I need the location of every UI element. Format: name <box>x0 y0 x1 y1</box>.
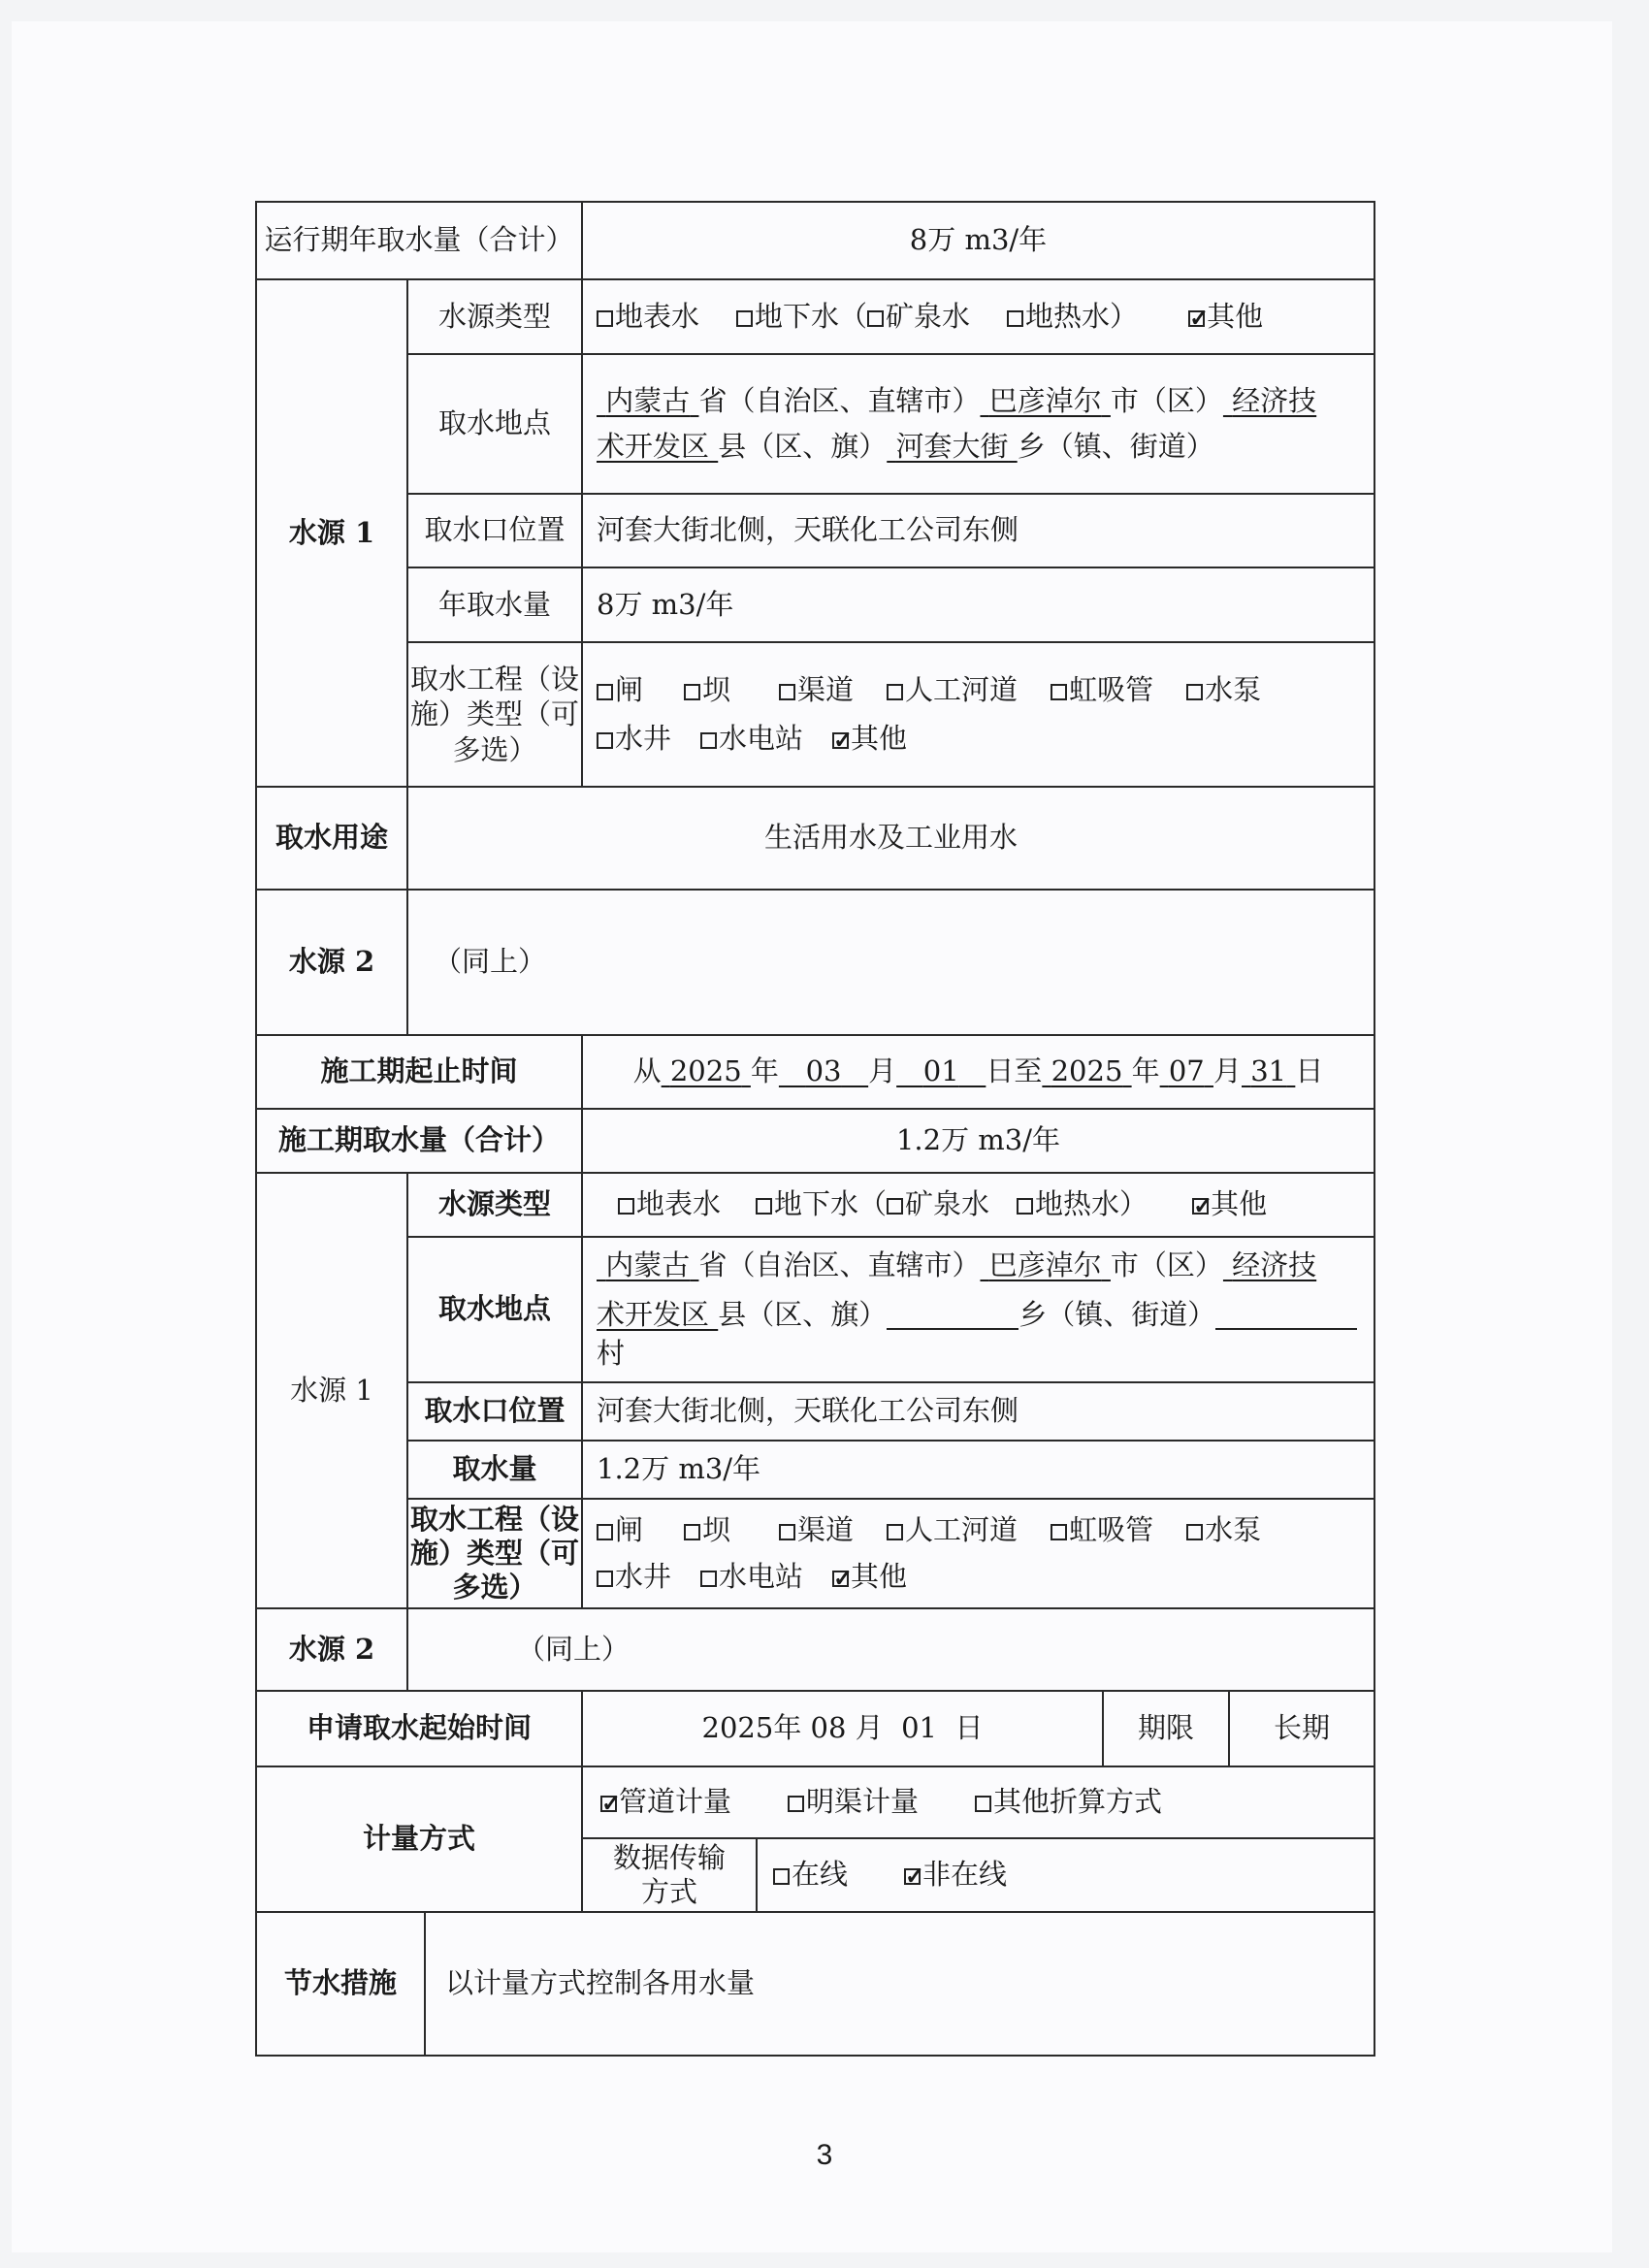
metering-methods-row <box>600 1783 1162 1821</box>
op-source1-label: 水源 1 <box>255 278 408 788</box>
checkbox-icon[interactable] <box>1051 1524 1067 1540</box>
checkbox-icon[interactable] <box>975 1796 991 1812</box>
apply-start-label: 申请取水起始时间 <box>255 1690 583 1767</box>
cons-location-value <box>581 1236 1375 1383</box>
checkbox-icon[interactable] <box>597 1524 613 1540</box>
op-loc-city: 巴彦淖尔 <box>988 383 1102 417</box>
cons-type-geothermal[interactable]: 地热水） <box>1017 1185 1148 1223</box>
op-eng-row1 <box>597 671 1261 709</box>
cons-eng-row1 <box>597 1511 1261 1549</box>
op-use-label: 取水用途 <box>255 786 408 891</box>
op-eng-artificial-river[interactable]: 人工河道 <box>887 671 1018 709</box>
checkbox-icon[interactable] <box>779 1524 795 1540</box>
checkbox-icon[interactable] <box>1186 1524 1203 1540</box>
checkbox-icon[interactable] <box>684 684 700 700</box>
apply-start-value: 2025年 08 月 01 日 <box>581 1690 1104 1767</box>
metering-transfer-options <box>756 1837 1375 1913</box>
checkbox-icon[interactable] <box>597 684 613 700</box>
checkbox-icon[interactable] <box>887 684 903 700</box>
op-type-geothermal[interactable]: 地热水） <box>1007 298 1138 336</box>
op-location-value <box>581 353 1375 495</box>
cons-location-label: 取水地点 <box>406 1236 583 1383</box>
checkbox-icon[interactable] <box>597 310 613 327</box>
checkbox-checked-icon[interactable] <box>1188 310 1205 327</box>
cons-source-type-options <box>581 1172 1375 1238</box>
cons-engineering-options <box>581 1498 1375 1609</box>
cons-source2-value: （同上） <box>406 1607 1375 1692</box>
cons-eng-artificial-river[interactable]: 人工河道 <box>887 1511 1018 1549</box>
cons-loc-county-2: 术开发区 <box>597 1298 710 1332</box>
cons-eng-canal[interactable]: 渠道 <box>779 1511 854 1549</box>
op-total-value: 8万 m3/年 <box>581 201 1375 280</box>
metering-transfer-row <box>773 1856 1007 1894</box>
op-eng-canal[interactable]: 渠道 <box>779 671 854 709</box>
cons-outlet-value: 河套大街北侧，天联化工公司东侧 <box>581 1381 1375 1442</box>
cons-eng-dam[interactable]: 坝 <box>684 1511 730 1549</box>
page-number: 3 <box>816 2139 833 2171</box>
op-loc-county-1: 经济技 <box>1232 383 1317 417</box>
cons-period-label: 施工期起止时间 <box>255 1034 583 1110</box>
metering-label: 计量方式 <box>255 1766 583 1913</box>
cons-type-surface[interactable]: 地表水 <box>618 1185 721 1223</box>
op-loc-county-2: 术开发区 <box>597 430 710 463</box>
checkbox-checked-icon[interactable] <box>1192 1198 1209 1215</box>
op-eng-other[interactable]: ✓ 其他 <box>832 720 907 758</box>
saving-value: 以计量方式控制各用水量 <box>424 1911 1375 2057</box>
cons-eng-other[interactable]: ✓ 其他 <box>832 1558 907 1596</box>
cons-source1-label: 水源 1 <box>255 1172 408 1609</box>
checkbox-checked-icon[interactable] <box>600 1796 617 1812</box>
cons-eng-pump[interactable]: 水泵 <box>1186 1511 1261 1549</box>
checkbox-icon[interactable] <box>887 1524 903 1540</box>
checkbox-icon[interactable] <box>788 1796 804 1812</box>
cons-outlet-label: 取水口位置 <box>406 1381 583 1442</box>
cons-loc-city: 巴彦淖尔 <box>988 1248 1102 1282</box>
checkbox-icon[interactable] <box>1051 684 1067 700</box>
op-annual-label: 年取水量 <box>406 567 583 643</box>
checkbox-icon[interactable] <box>1017 1198 1033 1215</box>
cons-total-label: 施工期取水量（合计） <box>255 1108 583 1174</box>
op-outlet-label: 取水口位置 <box>406 493 583 568</box>
op-eng-hydro[interactable]: 水电站 <box>700 720 803 758</box>
op-eng-dam[interactable]: 坝 <box>684 671 730 709</box>
checkbox-icon[interactable] <box>773 1868 790 1885</box>
cons-eng-siphon[interactable]: 虹吸管 <box>1051 1511 1153 1549</box>
cons-location-line1: 内蒙古 省（自治区、直辖市） 巴彦淖尔 市（区） 经济技 <box>597 1247 1316 1284</box>
apply-term-label: 期限 <box>1102 1690 1230 1767</box>
checkbox-checked-icon[interactable] <box>832 732 849 749</box>
checkbox-checked-icon[interactable] <box>832 1571 849 1587</box>
op-source-type-row <box>597 298 1263 336</box>
cons-eng-row2 <box>597 1558 907 1596</box>
checkbox-icon[interactable] <box>618 1198 634 1215</box>
transfer-offline[interactable]: ✓ 非在线 <box>904 1856 1007 1894</box>
checkbox-icon[interactable] <box>597 732 613 749</box>
op-total-label: 运行期年取水量（合计） <box>255 201 583 280</box>
metering-transfer-label: 数据传输 方式 <box>581 1837 758 1913</box>
cons-location-line2: 术开发区 县（区、旗） 乡（镇、街道）村 <box>597 1296 1374 1372</box>
op-engineering-options <box>581 641 1375 788</box>
metering-open-channel[interactable]: 明渠计量 <box>788 1783 919 1821</box>
checkbox-icon[interactable] <box>684 1524 700 1540</box>
op-source2-label: 水源 2 <box>255 889 408 1036</box>
op-engineering-label: 取水工程（设 施）类型（可 多选） <box>406 641 583 788</box>
op-type-other[interactable]: ✓ 其他 <box>1188 298 1263 336</box>
cons-source2-label: 水源 2 <box>255 1607 408 1692</box>
cons-source-type-row <box>618 1185 1267 1223</box>
checkbox-icon[interactable] <box>736 310 753 327</box>
cons-qty-label: 取水量 <box>406 1440 583 1500</box>
cons-type-ground[interactable]: 地下水（ <box>756 1185 887 1223</box>
cons-type-mineral[interactable]: 矿泉水 <box>887 1185 989 1223</box>
saving-label: 节水措施 <box>255 1911 426 2057</box>
cons-period-value: 从 2025 年 03 月 01 日至 2025 年 07 月 31 日 <box>581 1034 1375 1110</box>
op-location-line1: 内蒙古 省（自治区、直辖市） 巴彦淖尔 市（区） 经济技 <box>597 382 1316 420</box>
cons-eng-sluice[interactable]: 闸 <box>597 1511 643 1549</box>
checkbox-icon[interactable] <box>597 1571 613 1587</box>
checkbox-icon[interactable] <box>1007 310 1023 327</box>
op-type-mineral[interactable]: 矿泉水 <box>867 298 970 336</box>
op-eng-pump[interactable]: 水泵 <box>1186 671 1261 709</box>
cons-qty-value: 1.2万 m3/年 <box>581 1440 1375 1500</box>
cons-total-value: 1.2万 m3/年 <box>581 1108 1375 1174</box>
cons-eng-well[interactable]: 水井 <box>597 1558 671 1596</box>
cons-eng-hydro[interactable]: 水电站 <box>700 1558 803 1596</box>
checkbox-icon[interactable] <box>756 1198 772 1215</box>
checkbox-icon[interactable] <box>700 732 717 749</box>
op-eng-row2 <box>597 720 907 758</box>
checkbox-icon[interactable] <box>867 310 884 327</box>
checkbox-icon[interactable] <box>700 1571 717 1587</box>
op-location-line2: 术开发区 县（区、旗） 河套大街 乡（镇、街道） <box>597 430 1214 463</box>
op-type-ground[interactable]: 地下水（ <box>736 298 867 336</box>
cons-source-type-label: 水源类型 <box>406 1172 583 1238</box>
op-eng-well[interactable]: 水井 <box>597 720 671 758</box>
op-location-label: 取水地点 <box>406 353 583 495</box>
cons-loc-county-1: 经济技 <box>1232 1248 1317 1282</box>
op-loc-province: 内蒙古 <box>605 383 691 417</box>
cons-loc-village-blank[interactable] <box>1215 1301 1357 1330</box>
cons-engineering-label: 取水工程（设 施）类型（可 多选） <box>406 1498 583 1609</box>
op-source-type-label: 水源类型 <box>406 278 583 355</box>
transfer-online[interactable]: 在线 <box>773 1856 848 1894</box>
op-source2-value: （同上） <box>406 889 1375 1036</box>
checkbox-icon[interactable] <box>1186 684 1203 700</box>
op-annual-value: 8万 m3/年 <box>581 567 1375 643</box>
checkbox-icon[interactable] <box>887 1198 903 1215</box>
checkbox-icon[interactable] <box>779 684 795 700</box>
cons-loc-province: 内蒙古 <box>605 1248 691 1282</box>
op-eng-siphon[interactable]: 虹吸管 <box>1051 671 1153 709</box>
cons-loc-town-blank[interactable] <box>887 1301 1018 1330</box>
apply-term-value: 长期 <box>1228 1690 1375 1767</box>
metering-methods <box>581 1766 1375 1839</box>
op-loc-town: 河套大街 <box>895 430 1009 463</box>
op-type-surface[interactable]: 地表水 <box>597 298 699 336</box>
op-outlet-value: 河套大街北侧，天联化工公司东侧 <box>581 493 1375 568</box>
op-use-value: 生活用水及工业用水 <box>406 786 1375 891</box>
checkbox-checked-icon[interactable] <box>904 1868 921 1885</box>
op-eng-sluice[interactable]: 闸 <box>597 671 643 709</box>
op-source-type-options <box>581 278 1375 355</box>
metering-pipe[interactable]: ✓管道计量 <box>600 1783 731 1821</box>
cons-type-other[interactable]: ✓ 其他 <box>1192 1185 1267 1223</box>
metering-other[interactable]: 其他折算方式 <box>975 1783 1162 1821</box>
